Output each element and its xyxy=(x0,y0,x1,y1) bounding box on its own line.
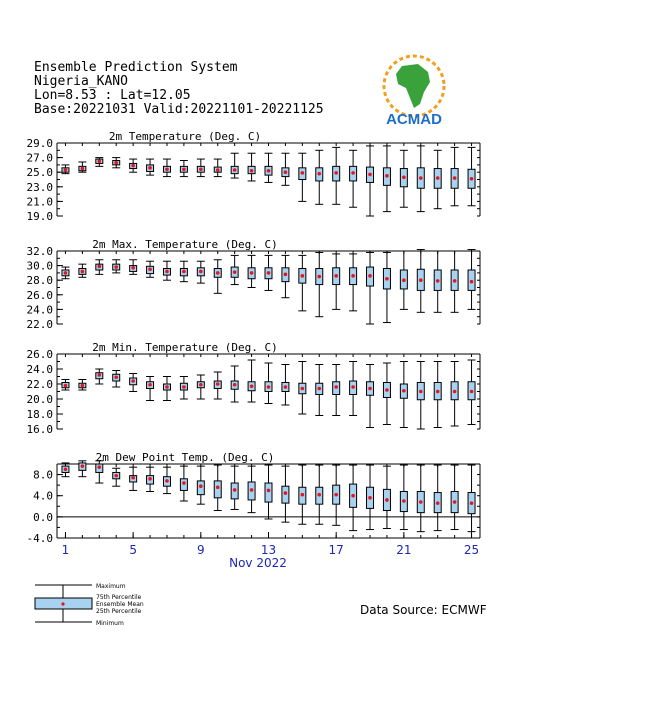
box-day-24 xyxy=(451,362,459,427)
x-tick-label: 25 xyxy=(463,543,480,557)
mean-dot xyxy=(419,278,423,282)
mean-dot xyxy=(402,278,406,282)
mean-dot xyxy=(368,274,372,278)
mean-dot xyxy=(470,177,474,181)
mean-dot xyxy=(199,484,203,488)
box-day-15 xyxy=(298,153,306,201)
box-day-22 xyxy=(417,362,425,430)
box-day-7 xyxy=(163,261,171,280)
box-day-24 xyxy=(451,465,459,529)
mean-dot xyxy=(131,379,135,383)
box-day-17 xyxy=(332,254,340,309)
mean-dot xyxy=(114,161,118,165)
mean-dot xyxy=(165,385,169,389)
mean-dot xyxy=(419,500,423,504)
legend-minimum-label: Minimum xyxy=(96,620,124,627)
box-day-25 xyxy=(468,360,476,425)
legend-maximum-label: Maximum xyxy=(96,583,126,590)
mean-dot xyxy=(402,176,406,180)
mean-dot xyxy=(351,171,355,175)
box-day-8 xyxy=(180,261,188,281)
box-day-9 xyxy=(197,261,205,283)
panel-1 xyxy=(27,130,481,223)
box-day-4 xyxy=(112,158,120,168)
mean-dot xyxy=(385,388,389,392)
mean-dot xyxy=(301,171,305,175)
mean-dot xyxy=(131,266,135,270)
box-day-14 xyxy=(281,466,289,522)
box-day-10 xyxy=(214,260,222,294)
mean-dot xyxy=(148,267,152,271)
data-source: Data Source: ECMWF xyxy=(360,603,487,617)
box-day-5 xyxy=(129,260,137,275)
box-day-12 xyxy=(248,255,256,287)
box-day-14 xyxy=(281,255,289,297)
mean-dot xyxy=(470,390,474,394)
mean-dot xyxy=(165,167,169,171)
mean-dot xyxy=(114,474,118,478)
mean-dot xyxy=(334,171,338,175)
mean-dot xyxy=(216,271,220,275)
box-day-1 xyxy=(61,165,69,174)
header-base: Base:20221031 Valid:20221101-20221125 xyxy=(34,102,324,117)
mean-dot xyxy=(453,390,457,394)
mean-dot xyxy=(250,384,254,388)
y-tick-label: 30.0 xyxy=(26,259,53,273)
mean-dot xyxy=(317,172,321,176)
iqr-box xyxy=(265,483,272,502)
box-day-13 xyxy=(265,465,273,519)
mean-dot xyxy=(453,176,457,180)
box-day-17 xyxy=(332,365,340,416)
box-day-8 xyxy=(180,161,188,177)
box-day-11 xyxy=(231,255,239,284)
y-tick-label: 22.0 xyxy=(26,318,53,331)
mean-dot xyxy=(131,164,135,168)
y-tick-label: 19.0 xyxy=(26,210,53,223)
mean-dot xyxy=(216,382,220,386)
mean-dot xyxy=(419,176,423,180)
legend-mean-label: Ensemble Mean xyxy=(96,601,144,608)
y-tick-label: -4.0 xyxy=(26,532,53,545)
mean-dot xyxy=(402,389,406,393)
mean-dot xyxy=(334,385,338,389)
mean-dot xyxy=(98,465,102,469)
box-day-3 xyxy=(95,158,103,167)
box-day-21 xyxy=(400,150,408,207)
mean-dot xyxy=(64,467,68,471)
mean-dot xyxy=(317,387,321,391)
box-day-15 xyxy=(298,465,306,524)
x-tick-label: 9 xyxy=(196,543,205,557)
mean-dot xyxy=(182,167,186,171)
mean-dot xyxy=(301,274,305,278)
box-day-21 xyxy=(400,251,408,309)
mean-dot xyxy=(64,384,68,388)
mean-dot xyxy=(402,499,406,503)
mean-dot xyxy=(250,271,254,275)
mean-dot xyxy=(385,174,389,178)
box-day-12 xyxy=(248,153,256,181)
box-day-3 xyxy=(95,369,103,384)
mean-dot xyxy=(98,265,102,269)
box-day-18 xyxy=(349,465,357,531)
box-day-16 xyxy=(315,465,323,524)
box-day-14 xyxy=(281,153,289,185)
box-day-23 xyxy=(434,251,442,312)
legend-p25-label: 25th Percentile xyxy=(96,608,142,615)
box-day-12 xyxy=(248,466,256,513)
box-day-16 xyxy=(315,150,323,204)
y-tick-label: 20.0 xyxy=(26,393,53,406)
box-day-6 xyxy=(146,377,154,401)
y-tick-label: 29.0 xyxy=(26,137,53,150)
box-day-9 xyxy=(197,375,205,399)
mean-dot xyxy=(131,476,135,480)
box-day-22 xyxy=(417,250,425,313)
x-tick-label: 13 xyxy=(260,543,277,557)
x-tick-label: 17 xyxy=(328,543,344,557)
mean-dot xyxy=(267,169,271,173)
iqr-box xyxy=(214,481,221,498)
box-day-2 xyxy=(78,264,86,277)
box-day-4 xyxy=(112,371,120,388)
mean-dot xyxy=(165,479,169,483)
mean-dot xyxy=(165,270,169,274)
box-day-2 xyxy=(78,380,86,391)
mean-dot xyxy=(351,274,355,278)
mean-dot xyxy=(233,270,237,274)
box-day-19 xyxy=(366,365,374,428)
mean-dot xyxy=(81,270,85,274)
mean-dot xyxy=(368,387,372,391)
box-day-19 xyxy=(366,146,374,216)
box-day-1 xyxy=(61,267,69,279)
box-day-25 xyxy=(468,250,476,310)
y-tick-label: 8.0 xyxy=(33,468,53,482)
mean-dot xyxy=(216,485,220,489)
box-day-1 xyxy=(61,380,69,391)
box-day-23 xyxy=(434,362,442,428)
y-tick-label: 24.0 xyxy=(26,303,53,317)
y-tick-label: 22.0 xyxy=(26,378,53,391)
mean-dot xyxy=(317,493,321,497)
legend xyxy=(30,578,180,628)
panel-title: 2m Temperature (Deg. C) xyxy=(108,130,262,143)
box-day-25 xyxy=(468,465,476,532)
mean-dot xyxy=(301,387,305,391)
mean-dot xyxy=(216,168,220,172)
y-tick-label: 27.0 xyxy=(26,151,53,165)
box-day-7 xyxy=(163,377,171,401)
mean-dot xyxy=(436,501,440,505)
box-day-16 xyxy=(315,252,323,316)
box-day-17 xyxy=(332,465,340,525)
mean-dot xyxy=(284,491,288,495)
legend-mean-dot xyxy=(61,602,64,605)
mean-dot xyxy=(182,481,186,485)
mean-dot xyxy=(436,390,440,394)
mean-dot xyxy=(199,383,203,387)
box-day-13 xyxy=(265,255,273,290)
mean-dot xyxy=(419,390,423,394)
mean-dot xyxy=(453,279,457,283)
mean-dot xyxy=(470,280,474,284)
mean-dot xyxy=(301,493,305,497)
box-day-12 xyxy=(248,360,256,402)
panel-title: 2m Min. Temperature (Deg. C) xyxy=(92,341,278,354)
mean-dot xyxy=(267,385,271,389)
box-day-8 xyxy=(180,466,188,501)
mean-dot xyxy=(267,489,271,493)
box-day-17 xyxy=(332,147,340,204)
mean-dot xyxy=(284,273,288,277)
box-day-22 xyxy=(417,465,425,532)
box-day-24 xyxy=(451,147,459,205)
box-day-21 xyxy=(400,362,408,428)
mean-dot xyxy=(148,477,152,481)
box-day-19 xyxy=(366,465,374,529)
panel-3 xyxy=(27,341,481,436)
box-day-15 xyxy=(298,255,306,310)
header-title: Ensemble Prediction System xyxy=(34,60,238,75)
y-tick-label: 26.0 xyxy=(26,288,53,302)
box-day-5 xyxy=(129,159,137,172)
box-day-6 xyxy=(146,467,154,491)
header-coords: Lon=8.53 : Lat=12.05 xyxy=(34,88,191,103)
mean-dot xyxy=(182,270,186,274)
y-tick-label: 4.0 xyxy=(33,489,53,503)
panel-title: 2m Max. Temperature (Deg. C) xyxy=(92,238,278,251)
box-day-19 xyxy=(366,252,374,324)
box-day-13 xyxy=(265,153,273,182)
mean-dot xyxy=(436,176,440,180)
mean-dot xyxy=(233,383,237,387)
box-day-20 xyxy=(383,466,391,528)
box-day-14 xyxy=(281,365,289,406)
mean-dot xyxy=(98,373,102,377)
box-day-16 xyxy=(315,365,323,416)
mean-dot xyxy=(334,274,338,278)
mean-dot xyxy=(334,493,338,497)
box-day-18 xyxy=(349,254,357,311)
y-tick-label: 28.0 xyxy=(26,274,53,288)
mean-dot xyxy=(199,270,203,274)
box-day-18 xyxy=(349,362,357,416)
mean-dot xyxy=(351,385,355,389)
header-location: Nigeria_KANO xyxy=(34,74,128,89)
box-day-11 xyxy=(231,366,239,402)
box-day-23 xyxy=(434,150,442,208)
panel-2 xyxy=(27,238,481,331)
y-tick-label: 24.0 xyxy=(26,363,53,376)
mean-dot xyxy=(233,168,237,172)
box-day-23 xyxy=(434,465,442,531)
x-month-label: Nov 2022 xyxy=(229,556,287,570)
mean-dot xyxy=(182,385,186,389)
box-day-13 xyxy=(265,363,273,404)
box-day-3 xyxy=(95,461,103,483)
box-day-3 xyxy=(95,260,103,275)
x-tick-label: 21 xyxy=(396,543,412,557)
mean-dot xyxy=(148,166,152,170)
mean-dot xyxy=(64,168,68,172)
mean-dot xyxy=(114,375,118,379)
y-tick-label: 18.0 xyxy=(26,408,53,421)
y-tick-label: 21.0 xyxy=(26,195,53,209)
mean-dot xyxy=(284,385,288,389)
mean-dot xyxy=(351,494,355,498)
box-day-5 xyxy=(129,467,137,490)
mean-dot xyxy=(233,488,237,492)
box-day-7 xyxy=(163,467,171,493)
box-day-6 xyxy=(146,159,154,175)
mean-dot xyxy=(470,501,474,505)
panel-title: 2m Dew Point Temp. (Deg. C) xyxy=(95,451,275,464)
box-day-11 xyxy=(231,466,239,509)
mean-dot xyxy=(385,498,389,502)
box-day-5 xyxy=(129,374,137,392)
panel-4 xyxy=(27,451,481,545)
x-tick-label: 1 xyxy=(61,543,70,557)
box-day-2 xyxy=(78,461,86,477)
mean-dot xyxy=(148,383,152,387)
y-tick-label: 25.0 xyxy=(26,166,53,180)
mean-dot xyxy=(199,167,203,171)
mean-dot xyxy=(98,159,102,163)
mean-dot xyxy=(250,488,254,492)
legend-p75-label: 75th Percentile xyxy=(96,594,142,601)
box-day-18 xyxy=(349,150,357,207)
box-day-24 xyxy=(451,251,459,312)
box-day-4 xyxy=(112,260,120,273)
box-day-7 xyxy=(163,159,171,177)
y-tick-label: 0.0 xyxy=(33,510,53,524)
box-day-10 xyxy=(214,159,222,177)
box-day-21 xyxy=(400,465,408,529)
box-day-11 xyxy=(231,153,239,178)
logo-text: ACMAD xyxy=(386,111,442,128)
mean-dot xyxy=(368,173,372,177)
mean-dot xyxy=(436,279,440,283)
mean-dot xyxy=(385,277,389,281)
box-day-10 xyxy=(214,465,222,510)
y-tick-label: 23.0 xyxy=(26,180,53,194)
y-tick-label: 32.0 xyxy=(26,245,53,258)
mean-dot xyxy=(453,500,457,504)
y-tick-label: 16.0 xyxy=(26,423,53,436)
mean-dot xyxy=(81,384,85,388)
box-day-15 xyxy=(298,362,306,415)
box-day-4 xyxy=(112,468,120,486)
box-day-10 xyxy=(214,372,222,399)
mean-dot xyxy=(250,169,254,173)
box-day-6 xyxy=(146,261,154,277)
box-day-9 xyxy=(197,466,205,504)
mean-dot xyxy=(114,265,118,269)
mean-dot xyxy=(64,271,68,275)
box-day-9 xyxy=(197,159,205,177)
box-day-25 xyxy=(468,147,476,205)
box-day-8 xyxy=(180,377,188,400)
y-tick-label: 26.0 xyxy=(26,348,53,361)
mean-dot xyxy=(81,464,85,468)
box-day-2 xyxy=(78,162,86,172)
mean-dot xyxy=(267,271,271,275)
box-day-22 xyxy=(417,146,425,212)
box-day-20 xyxy=(383,252,391,322)
mean-dot xyxy=(368,496,372,500)
mean-dot xyxy=(81,167,85,171)
mean-dot xyxy=(284,170,288,174)
mean-dot xyxy=(317,275,321,279)
box-day-20 xyxy=(383,363,391,425)
x-tick-label: 5 xyxy=(129,543,137,557)
box-day-20 xyxy=(383,146,391,212)
